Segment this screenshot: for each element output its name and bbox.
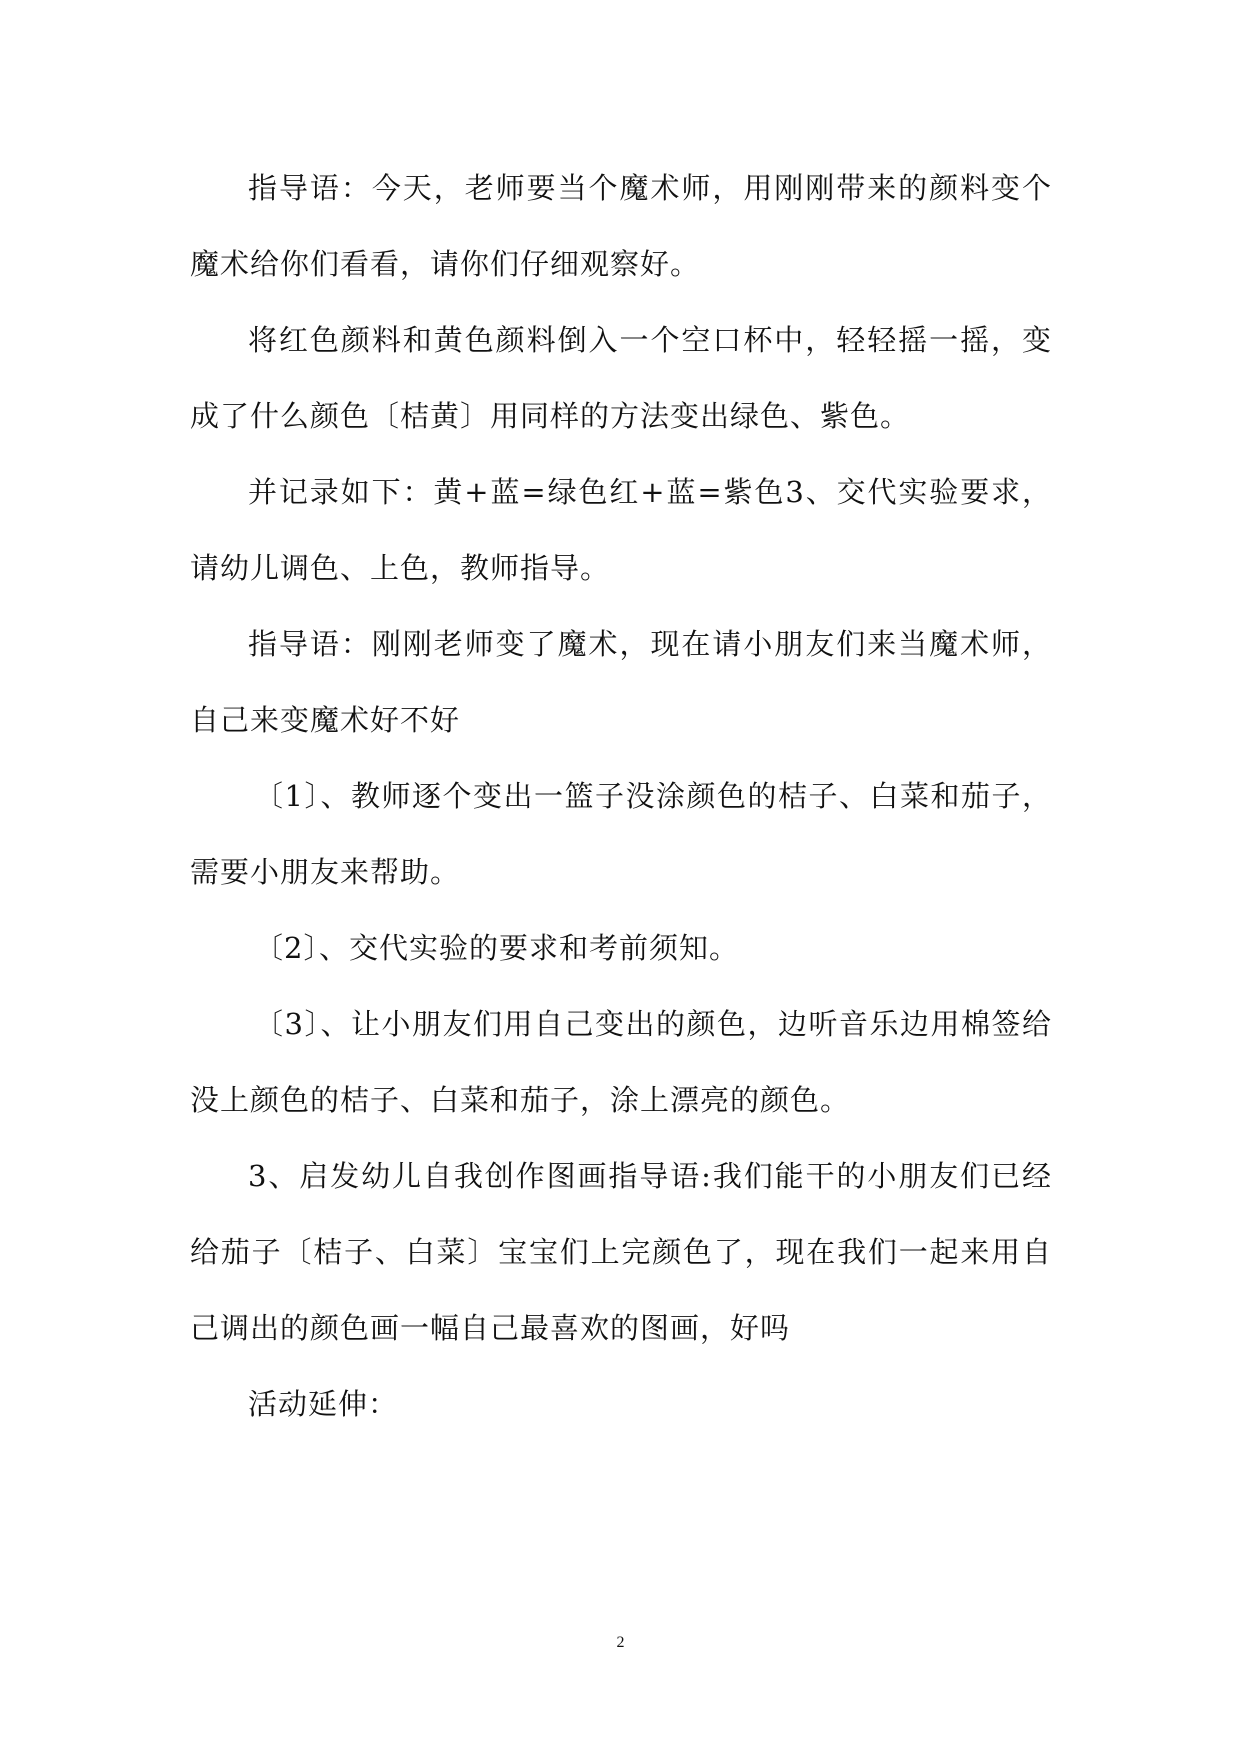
paragraph-mix-colors: 将红色颜料和黄色颜料倒入一个空口杯中，轻轻摇一摇，变成了什么颜色〔桔黄〕用同样的方法变出绿色、紫色。 [190,323,1052,433]
page-number: 2 [616,1634,625,1651]
list-item-3: 〔3〕、让小朋友们用自己变出的颜色，边听音乐边用棉签给没上颜色的桔子、白菜和茄子，涂上漂亮的颜色。 [190,1007,1052,1117]
paragraph-extension: 活动延伸： [248,1387,399,1421]
list-item-2: 〔2〕、交代实验的要求和考前须知。 [254,931,739,965]
paragraph-creation: 3、启发幼儿自我创作图画指导语:我们能干的小朋友们已经给茄子〔桔子、白菜〕宝宝们上完颜色了，现在我们一起来用自己调出的颜色画一幅自己最喜欢的图画，好吗 [190,1159,1052,1345]
list-item-1: 〔1〕、教师逐个变出一篮子没涂颜色的桔子、白菜和茄子，需要小朋友来帮助。 [190,779,1052,889]
paragraph-magic-intro: 指导语：今天，老师要当个魔术师，用刚刚带来的颜料变个魔术给你们看看，请你们仔细观察好。 [190,171,1052,281]
paragraph-record: 并记录如下：黄+蓝=绿色红+蓝=紫色3、交代实验要求，请幼儿调色、上色，教师指导。 [190,475,1052,585]
body-text [190,150,1052,1442]
paragraph-children-magic: 指导语：刚刚老师变了魔术，现在请小朋友们来当魔术师，自己来变魔术好不好 [190,627,1052,737]
